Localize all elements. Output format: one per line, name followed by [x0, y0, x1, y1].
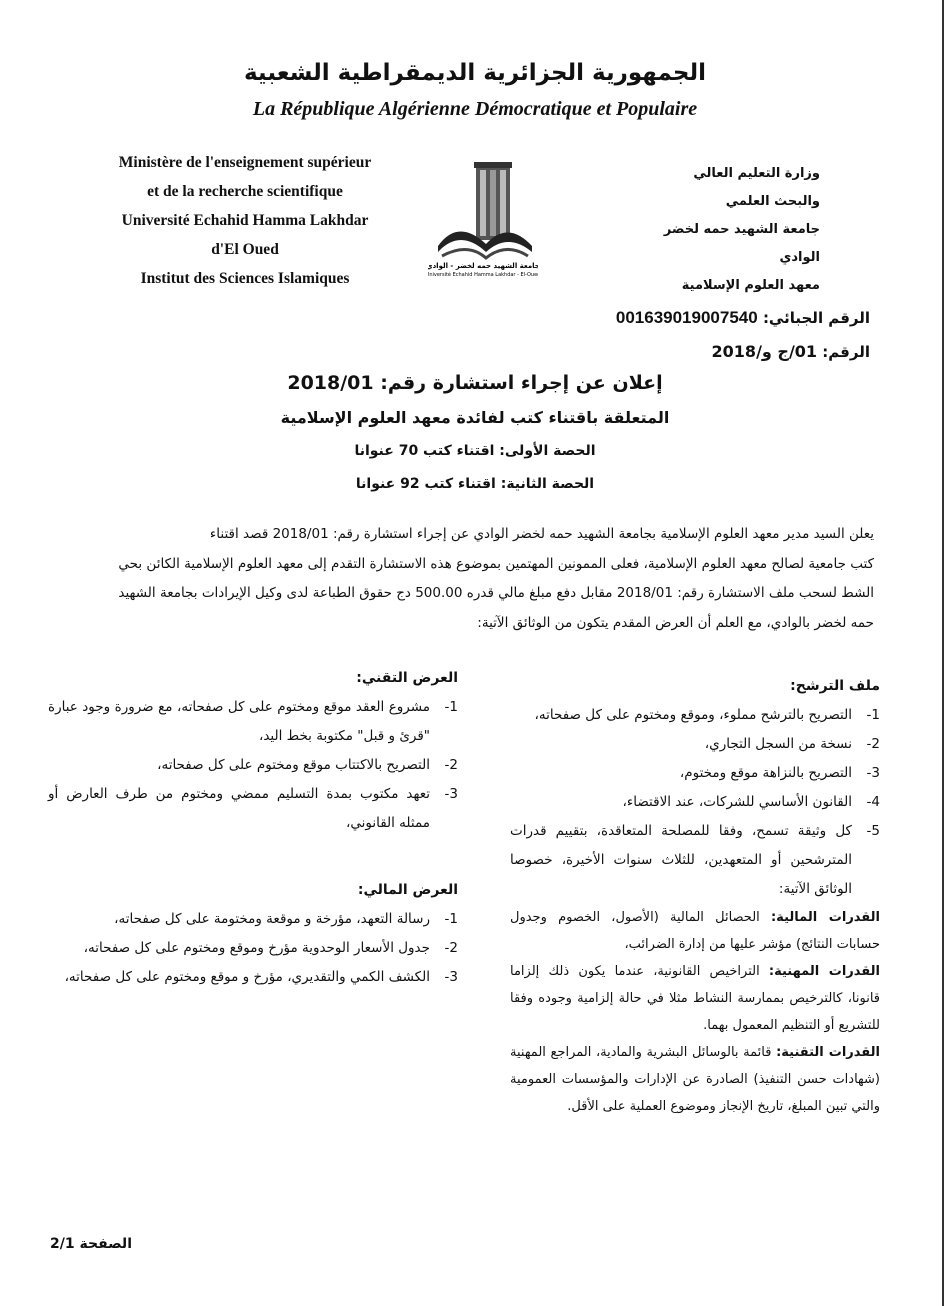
- item-number: 5-: [866, 823, 880, 839]
- item-number: 3-: [866, 765, 880, 781]
- university-line: Université Echahid Hamma Lakhdar: [121, 212, 369, 229]
- ministry-block-french: [60, 148, 430, 293]
- item-number: 2-: [444, 757, 458, 773]
- intro-line: كتب جامعية لصالح معهد العلوم الإسلامية، فعلى الممونين المهتمين بموضوع هذه الاستشارة التقدم إلى معهد العلوم الإسلامية الكائن بحي: [118, 555, 874, 572]
- capacity-paragraph: [510, 958, 880, 1039]
- candidacy-title: ملف الترشح:: [790, 678, 880, 694]
- republic-title-french: La République Algérienne Démocratique et Populaire: [252, 98, 698, 120]
- tax-number-value: 001639019007540: [615, 308, 758, 327]
- item-text: التصريح بالترشح مملوء، وموقع ومختوم على كل صفحاته،: [534, 707, 852, 723]
- capacity-paragraph: [510, 904, 880, 958]
- list-item: [48, 905, 458, 934]
- technical-offer-section: [48, 664, 458, 838]
- announcement-title: إعلان عن إجراء استشارة رقم: 2018/01: [287, 372, 663, 394]
- item-text: مشروع العقد موقع ومختوم على كل صفحاته، مع ضرورة وجود عبارة "قرئ و قبل" مكتوبة بخط اليد،: [48, 699, 430, 744]
- intro-line: الشط لسحب ملف الاستشارة رقم: 2018/01 مقابل دفع مبلغ مالي قدره 500.00 دج حقوق الطباعة لدى وكيل الإيرادات بجامعة الشهيد: [118, 585, 874, 601]
- list-item: [510, 788, 880, 817]
- tax-number-label: الرقم الجبائي:: [762, 309, 870, 327]
- announcement-subtitle: المتعلقة باقتناء كتب لفائدة معهد العلوم الإسلامية: [280, 408, 670, 427]
- list-item: [48, 780, 458, 838]
- capacity-label: القدرات المهنية:: [768, 964, 880, 979]
- item-text: التصريح بالاكتتاب موقع ومختوم على كل صفحاته،: [157, 757, 430, 773]
- capacity-text: الحصائل المالية (الأصول، الخصوم وجدول حسابات النتائج) مؤشر عليها من إدارة الضرائب،: [510, 910, 880, 952]
- capacity-label: القدرات المالية:: [770, 910, 880, 925]
- item-text: التصريح بالنزاهة موقع ومختوم،: [679, 765, 852, 781]
- ministry-line: Ministère de l'enseignement supérieur: [118, 154, 372, 171]
- technical-offer-title: العرض التقني:: [356, 670, 458, 686]
- list-item: [510, 701, 880, 730]
- logo-caption-arabic: جامعة الشهيد حمه لخضر - الوادي: [428, 262, 538, 270]
- item-text: نسخة من السجل التجاري،: [704, 736, 852, 752]
- capacity-paragraph: [510, 1039, 880, 1120]
- item-text: جدول الأسعار الوحدوية مؤرخ وموقع ومختوم على كل صفحاته،: [83, 940, 430, 956]
- candidacy-section: [510, 672, 880, 1120]
- item-number: 2-: [444, 940, 458, 956]
- list-item: [48, 693, 458, 751]
- item-text: القانون الأساسي للشركات، عند الاقتضاء،: [622, 794, 852, 810]
- item-text: رسالة التعهد، مؤرخة و موقعة ومختومة على كل صفحاته،: [114, 911, 430, 927]
- logo-caption-french: Université Echahid Hamma Lakhdar - El-Oued: [428, 272, 538, 278]
- intro-line: يعلن السيد مدير معهد العلوم الإسلامية بجامعة الشهيد حمه لخضر الوادي عن إجراء استشارة رقم: 2018/01 قصد اقتناء: [209, 526, 874, 542]
- list-item: [510, 759, 880, 788]
- item-number: 3-: [444, 969, 458, 985]
- city-line: d'El Oued: [211, 241, 279, 258]
- reference-number: [712, 342, 870, 361]
- intro-line: حمه لخضر بالوادي، مع العلم أن العرض المقدم يتكون من الوثائق الآتية:: [477, 614, 874, 631]
- university-building-icon: [428, 158, 538, 278]
- lot-2: الحصة الثانية: اقتناء كتب 92 عنوانا: [355, 476, 595, 492]
- university-line-ar: جامعة الشهيد حمه لخضر: [663, 222, 820, 237]
- list-item: [48, 934, 458, 963]
- capacity-text: قائمة بالوسائل البشرية والمادية، المراجع المهنية (شهادات حسن التنفيذ) الصادرة عن الإدارات والمؤسسات العمومية والتي تبين المبلغ، تاريخ الإنجاز وموضوع العملية على الأقل.: [510, 1045, 880, 1114]
- page-number: الصفحة 2/1: [50, 1236, 132, 1252]
- capacity-label: القدرات التقنية:: [776, 1045, 880, 1060]
- item-number: 1-: [866, 707, 880, 723]
- institute-line-ar: معهد العلوم الإسلامية: [681, 278, 820, 293]
- item-number: 1-: [444, 911, 458, 927]
- republic-title-arabic: الجمهورية الجزائرية الديمقراطية الشعبية: [243, 60, 707, 86]
- financial-offer-title: العرض المالي:: [357, 882, 458, 898]
- ministry-line-ar: وزارة التعليم العالي: [693, 166, 820, 181]
- city-line-ar: الوادي: [779, 250, 820, 265]
- ministry-block-arabic: [600, 160, 820, 300]
- capacity-text: التراخيص القانونية، عندما يكون ذلك إلزاما قانونا، كالترخيص بممارسة النشاط مثلا في حالة إلزامية وجوده وفقا للتشريع أو التنظيم المعمول بهما.: [510, 964, 880, 1033]
- institute-line: Institut des Sciences Islamiques: [140, 270, 350, 287]
- university-logo: [428, 158, 538, 278]
- financial-offer-section: [48, 876, 458, 992]
- intro-paragraph: [68, 520, 874, 638]
- list-item: [510, 817, 880, 904]
- item-text: الكشف الكمي والتقديري، مؤرخ و موقع ومختوم على كل صفحاته،: [64, 969, 430, 985]
- list-item: [48, 751, 458, 780]
- scan-edge-line: [942, 0, 944, 1306]
- lot-1: الحصة الأولى: اقتناء كتب 70 عنوانا: [354, 443, 596, 459]
- item-number: 2-: [866, 736, 880, 752]
- tax-number: [616, 308, 870, 328]
- item-number: 1-: [444, 699, 458, 715]
- item-number: 3-: [444, 786, 458, 802]
- item-number: 4-: [866, 794, 880, 810]
- ministry-line: et de la recherche scientifique: [147, 183, 343, 200]
- ministry-line-ar: والبحث العلمي: [725, 194, 820, 209]
- reference-label: الرقم:: [822, 343, 870, 361]
- list-item: [510, 730, 880, 759]
- reference-value: 01/ج و/2018: [711, 342, 818, 361]
- list-item: [48, 963, 458, 992]
- item-text: تعهد مكتوب بمدة التسليم ممضي ومختوم من طرف العارض أو ممثله القانوني،: [48, 786, 430, 831]
- item-text: كل وثيقة تسمح، وفقا للمصلحة المتعاقدة، بتقييم قدرات المترشحين أو المتعهدين، للثلاث سنوات الأخيرة، خصوصا الوثائق الآتية:: [510, 823, 852, 897]
